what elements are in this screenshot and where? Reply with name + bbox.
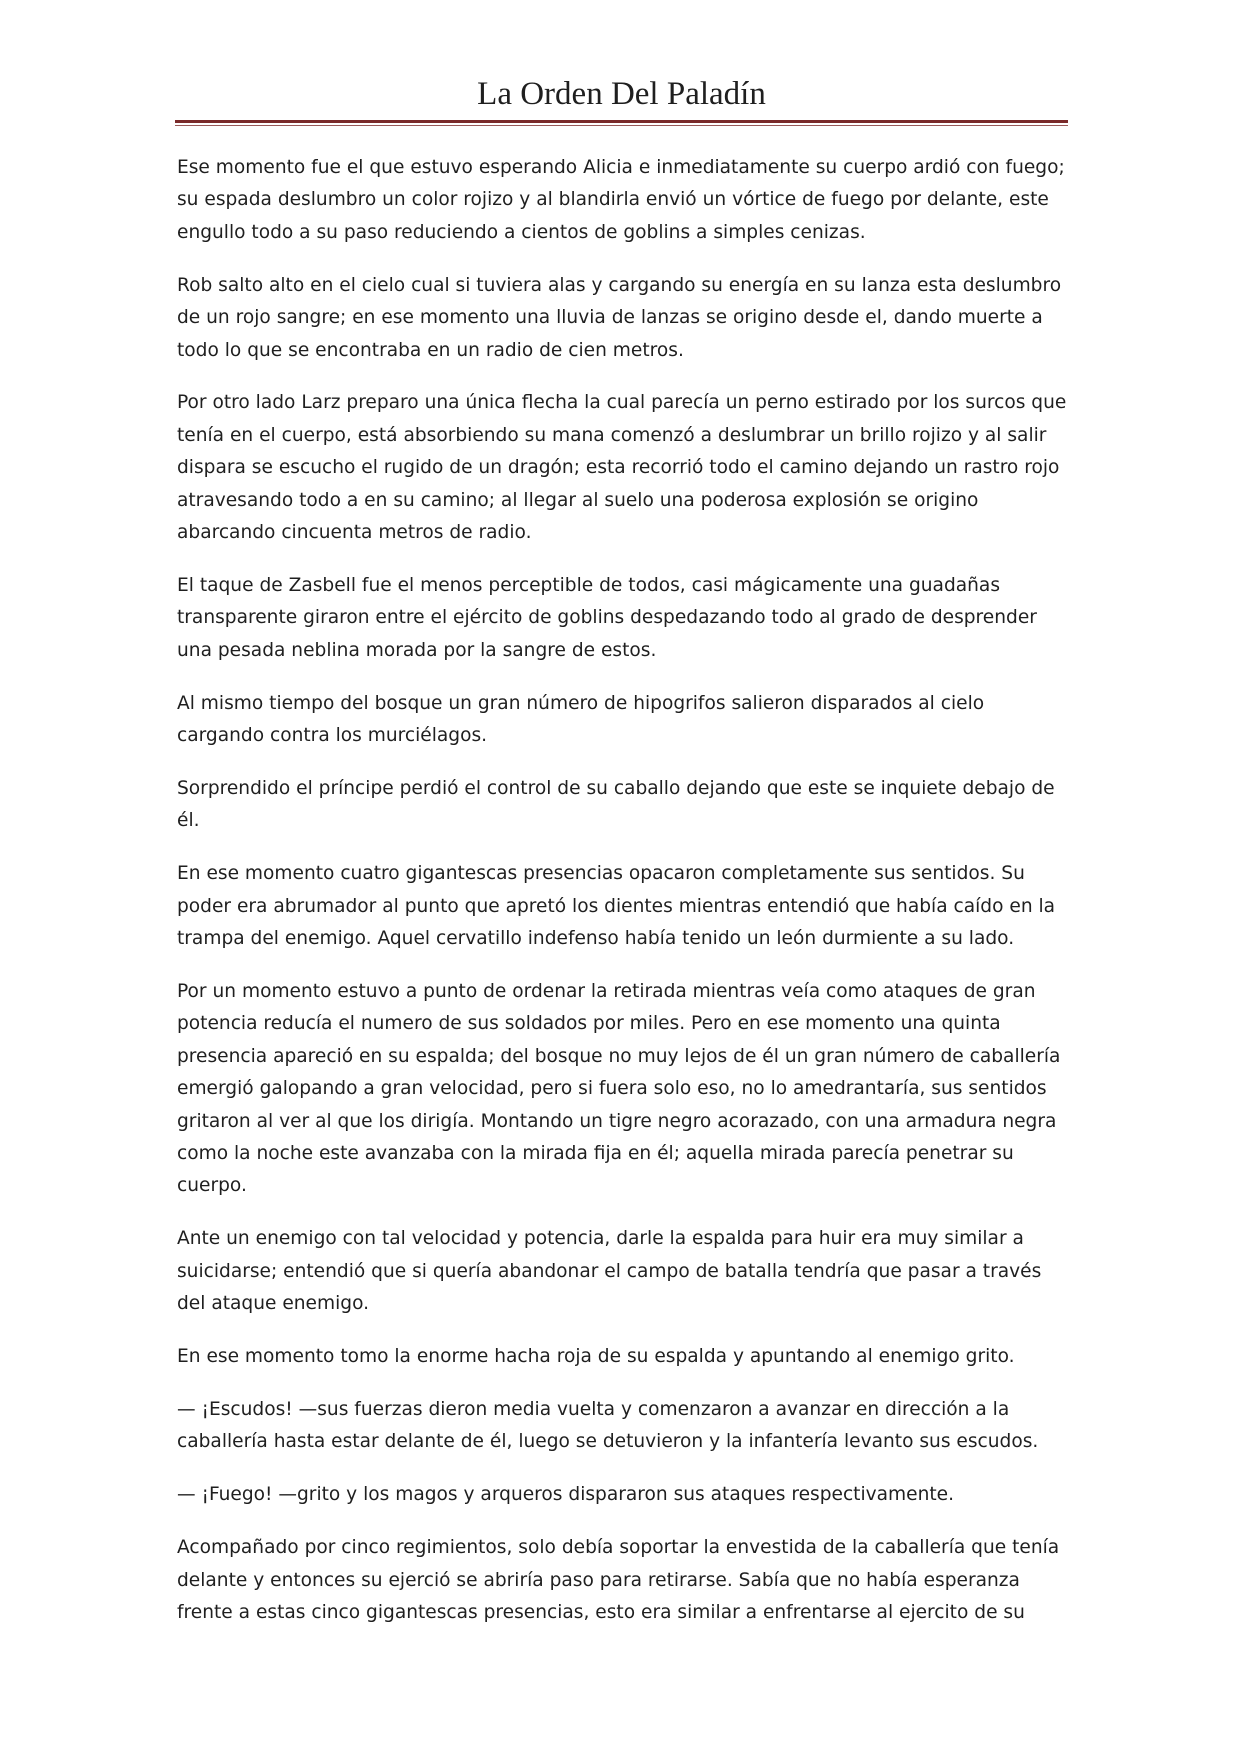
paragraph: Sorprendido el príncipe perdió el control de su caballo dejando que este se inquiete debajo de él. [177, 778, 1055, 832]
paragraph: Acompañado por cinco regimientos, solo debía soportar la envestida de la caballería que tenía delante y entonces su ejerció se abriría paso para retirarse. Sabía que no había esperanza frente a estas cinco gigantescas presencias, esto era similar a enfrentarse al ejercito de su [177, 1537, 1060, 1624]
paragraph: Ese momento fue el que estuvo esperando Alicia e inmediatamente su cuerpo ardió con fuego; su espada deslumbro un color rojizo y al blandirla envió un vórtice de fuego por delante, este engullo todo a su paso reduciendo a cientos de goblins a simples cenizas. [177, 157, 1065, 243]
header-rule [175, 120, 1068, 123]
paragraph: Por un momento estuvo a punto de ordenar la retirada mientras veía como ataques de gran potencia reducía el numero de sus soldados por miles. Pero en ese momento una quinta presencia apareció en su espalda; del bosque no muy lejos de él un gran número de caballería emergió galopando a gran velocidad, pero si fuera solo eso, no lo amedrantaría, sus sentidos gritaron al ver al que los dirigía. Montando un tigre negro acorazado, con una armadura negra como la noche este avanzaba con la mirada fija en él; aquella mirada parecía penetrar su cuerpo. [177, 981, 1061, 1197]
header-rule-thin [175, 125, 1068, 126]
body-text [177, 152, 1069, 1650]
paragraph: Ante un enemigo con tal velocidad y potencia, darle la espalda para huir era muy similar a suicidarse; entendió que si quería abandonar el campo de batalla tendría que pasar a través del ataque enemigo. [177, 1228, 1042, 1315]
paragraph: En ese momento cuatro gigantescas presencias opacaron completamente sus sentidos. Su poder era abrumador al punto que apretó los dientes mientras entendió que había caído en la trampa del enemigo. Aquel cervatillo indefenso había tenido un león durmiente a su lado. [177, 863, 1056, 950]
book-title: La Orden Del Paladín [477, 76, 766, 112]
page-header [175, 70, 1068, 126]
paragraph: — ¡Fuego! —grito y los magos y arqueros dispararon sus ataques respectivamente. [177, 1484, 955, 1506]
paragraph: Rob salto alto en el cielo cual si tuviera alas y cargando su energía en su lanza esta deslumbro de un rojo sangre; en ese momento una lluvia de lanzas se origino desde el, dando muerte a todo lo que se encontraba en un radio de cien metros. [177, 274, 1062, 361]
paragraph: En ese momento tomo la enorme hacha roja de su espalda y apuntando al enemigo grito. [177, 1346, 1015, 1368]
paragraph: Por otro lado Larz preparo una única flecha la cual parecía un perno estirado por los surcos que tenía en el cuerpo, está absorbiendo su mana comenzó a deslumbrar un brillo rojizo y al salir dispara se escucho el rugido de un dragón; esta recorrió todo el camino dejando un rastro rojo atravesando todo a en su camino; al llegar al suelo una poderosa explosión se origino abarcando cincuenta metros de radio. [177, 392, 1067, 544]
paragraph: El taque de Zasbell fue el menos perceptible de todos, casi mágicamente una guadañas transparente giraron entre el ejército de goblins despedazando todo al grado de desprender una pesada neblina morada por la sangre de estos. [177, 574, 1037, 661]
paragraph: Al mismo tiempo del bosque un gran número de hipogrifos salieron disparados al cielo cargando contra los murciélagos. [177, 692, 985, 747]
paragraph: — ¡Escudos! —sus fuerzas dieron media vuelta y comenzaron a avanzar en dirección a la caballería hasta estar delante de él, luego se detuvieron y la infantería levanto sus escudos. [177, 1399, 1039, 1453]
